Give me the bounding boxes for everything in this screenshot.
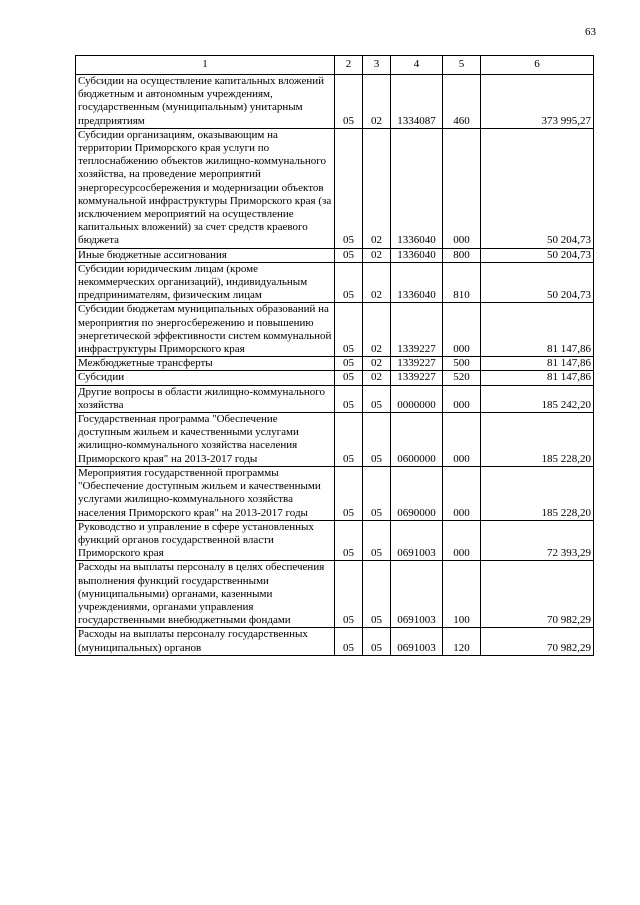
row-expense-type: 000 (443, 466, 481, 520)
header-col-4: 4 (391, 56, 443, 75)
row-subsection: 05 (363, 466, 391, 520)
row-target-code: 1334087 (391, 75, 443, 129)
row-section: 05 (335, 371, 363, 385)
row-name: Субсидии (76, 371, 335, 385)
row-name: Субсидии юридическим лицам (кроме некоммерческих организаций), индивидуальным предпринимателям, физическим лицам (76, 262, 335, 303)
row-amount: 185 242,20 (481, 385, 594, 412)
budget-table (75, 55, 594, 656)
row-name: Расходы на выплаты персоналу в целях обеспечения выполнения функций государственными (муниципальными) органами, казенными учреждениями, органами управления государственными внебюджетными фондами (76, 561, 335, 628)
row-expense-type: 000 (443, 128, 481, 248)
row-target-code: 1339227 (391, 357, 443, 371)
row-section: 05 (335, 303, 363, 357)
table-row (76, 466, 594, 520)
row-name: Субсидии бюджетам муниципальных образований на мероприятия по энергосбережению и повышению энергетической эффективности систем коммунальной инфраструктуры Приморского края (76, 303, 335, 357)
table-row (76, 248, 594, 262)
row-expense-type: 000 (443, 303, 481, 357)
row-subsection: 02 (363, 371, 391, 385)
table-row (76, 413, 594, 467)
row-amount: 72 393,29 (481, 520, 594, 561)
row-subsection: 05 (363, 628, 391, 655)
row-amount: 50 204,73 (481, 262, 594, 303)
row-expense-type: 520 (443, 371, 481, 385)
table-header-row (76, 56, 594, 75)
row-target-code: 0000000 (391, 385, 443, 412)
table-row (76, 128, 594, 248)
row-expense-type: 500 (443, 357, 481, 371)
row-target-code: 1336040 (391, 262, 443, 303)
row-subsection: 02 (363, 128, 391, 248)
row-expense-type: 800 (443, 248, 481, 262)
table-row (76, 628, 594, 655)
table-row (76, 357, 594, 371)
row-target-code: 1339227 (391, 371, 443, 385)
row-section: 05 (335, 466, 363, 520)
row-amount: 50 204,73 (481, 248, 594, 262)
row-name: Другие вопросы в области жилищно-коммунального хозяйства (76, 385, 335, 412)
row-subsection: 02 (363, 248, 391, 262)
row-section: 05 (335, 561, 363, 628)
row-target-code: 1336040 (391, 128, 443, 248)
row-expense-type: 460 (443, 75, 481, 129)
row-expense-type: 100 (443, 561, 481, 628)
table-row (76, 385, 594, 412)
table-row (76, 75, 594, 129)
row-amount: 373 995,27 (481, 75, 594, 129)
row-subsection: 05 (363, 385, 391, 412)
row-target-code: 0691003 (391, 561, 443, 628)
row-name: Расходы на выплаты персоналу государственных (муниципальных) органов (76, 628, 335, 655)
table-row (76, 303, 594, 357)
row-section: 05 (335, 385, 363, 412)
header-col-5: 5 (443, 56, 481, 75)
row-target-code: 0600000 (391, 413, 443, 467)
row-section: 05 (335, 262, 363, 303)
row-name: Иные бюджетные ассигнования (76, 248, 335, 262)
row-section: 05 (335, 520, 363, 561)
row-section: 05 (335, 248, 363, 262)
row-expense-type: 120 (443, 628, 481, 655)
row-name: Мероприятия государственной программы "Обеспечение доступным жильем и качественными услугами жилищно-коммунального хозяйства населения Приморского края" на 2013-2017 годы (76, 466, 335, 520)
row-section: 05 (335, 628, 363, 655)
row-section: 05 (335, 75, 363, 129)
row-amount: 185 228,20 (481, 466, 594, 520)
row-name: Государственная программа "Обеспечение доступным жильем и качественными услугами жилищно-коммунального хозяйства населения Приморского края" на 2013-2017 годы (76, 413, 335, 467)
row-amount: 81 147,86 (481, 371, 594, 385)
row-subsection: 05 (363, 520, 391, 561)
row-name: Межбюджетные трансферты (76, 357, 335, 371)
row-target-code: 1336040 (391, 248, 443, 262)
row-expense-type: 000 (443, 520, 481, 561)
row-name: Субсидии организациям, оказывающим на территории Приморского края услуги по теплоснабжению объектов жилищно-коммунального хозяйства, на проведение мероприятий энергоресурсосбережения и модернизации объектов коммунальной инфраструктуры Приморского края (за исключением мероприятий на осуществление капитальных вложений) за счет средств краевого бюджета (76, 128, 335, 248)
row-name: Субсидии на осуществление капитальных вложений бюджетным и автономным учреждениям, государственным (муниципальным) унитарным предприятиям (76, 75, 335, 129)
row-amount: 50 204,73 (481, 128, 594, 248)
header-col-3: 3 (363, 56, 391, 75)
table-row (76, 561, 594, 628)
row-name: Руководство и управление в сфере установленных функций органов государственной власти Приморского края (76, 520, 335, 561)
row-target-code: 0691003 (391, 520, 443, 561)
row-section: 05 (335, 128, 363, 248)
row-section: 05 (335, 413, 363, 467)
row-section: 05 (335, 357, 363, 371)
row-amount: 70 982,29 (481, 561, 594, 628)
row-expense-type: 000 (443, 385, 481, 412)
row-target-code: 1339227 (391, 303, 443, 357)
row-amount: 81 147,86 (481, 303, 594, 357)
row-amount: 185 228,20 (481, 413, 594, 467)
row-subsection: 02 (363, 262, 391, 303)
table-row (76, 262, 594, 303)
row-subsection: 02 (363, 357, 391, 371)
row-subsection: 02 (363, 303, 391, 357)
row-subsection: 05 (363, 561, 391, 628)
row-subsection: 05 (363, 413, 391, 467)
row-target-code: 0690000 (391, 466, 443, 520)
table-row (76, 520, 594, 561)
row-target-code: 0691003 (391, 628, 443, 655)
row-amount: 81 147,86 (481, 357, 594, 371)
header-col-2: 2 (335, 56, 363, 75)
row-subsection: 02 (363, 75, 391, 129)
header-col-1: 1 (76, 56, 335, 75)
page-number: 63 (585, 26, 596, 38)
row-expense-type: 000 (443, 413, 481, 467)
table-row (76, 371, 594, 385)
header-col-6: 6 (481, 56, 594, 75)
row-amount: 70 982,29 (481, 628, 594, 655)
row-expense-type: 810 (443, 262, 481, 303)
